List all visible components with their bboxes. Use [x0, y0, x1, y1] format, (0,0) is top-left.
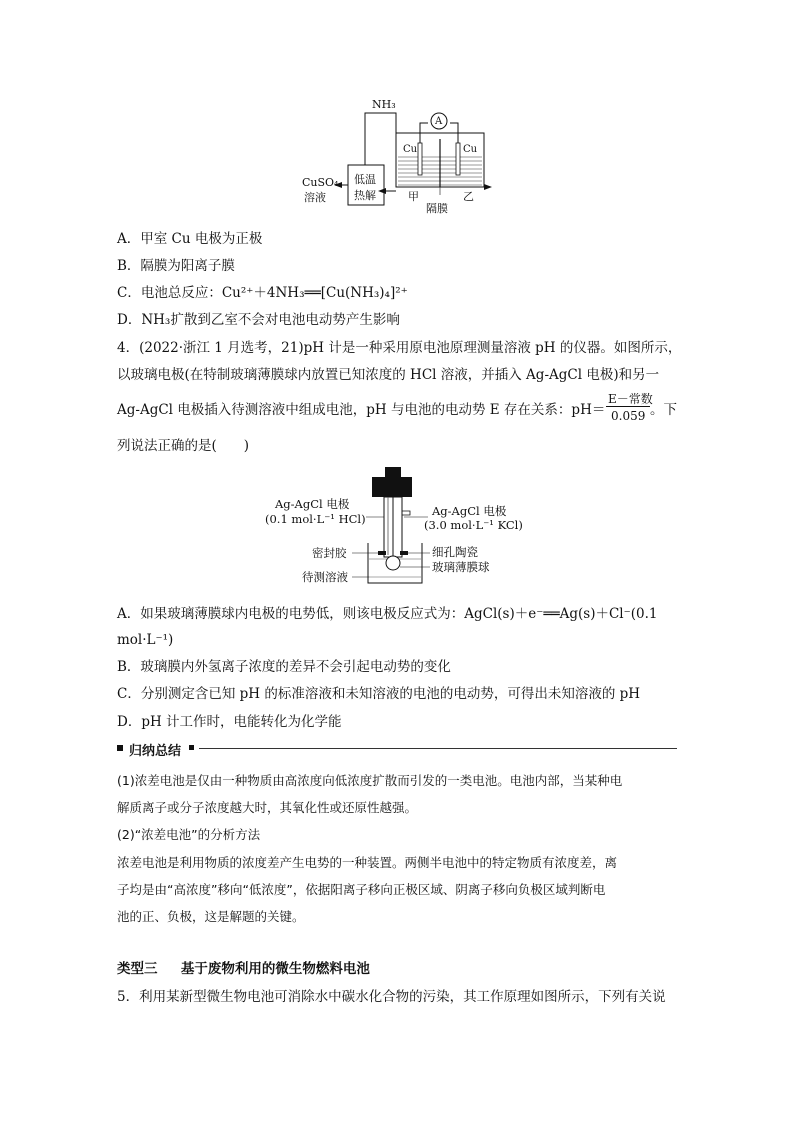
summary-header: [117, 740, 677, 758]
low-temp-label: 低温: [354, 173, 376, 186]
test-solution-label: 待测溶液: [302, 570, 348, 584]
left-electrode-conc: (0.1 mol·L⁻¹ HCl): [265, 512, 366, 526]
decompose-label: 热解: [354, 189, 376, 202]
q4-option-a: A．如果玻璃薄膜球内电极的电势低，则该电极反应式为：AgCl(s)＋e⁻══Ag(s)＋Cl⁻(0.1: [117, 606, 658, 622]
section-type-label: 类型三: [117, 961, 158, 977]
q3-option-b: B．隔膜为阳离子膜: [117, 258, 235, 274]
ph-formula-bar: [606, 406, 650, 407]
q4-stem-line3: Ag-AgCl 电极插入待测溶液中组成电池，pH 与电池的电动势 E 存在关系：pH＝: [117, 402, 606, 418]
summary-line-1: (1)浓差电池是仅由一种物质由高浓度向低浓度扩散而引发的一类电池。电池内部，当某种电: [117, 773, 623, 788]
cu-right-label: Cu: [463, 144, 478, 155]
q4-option-c: C．分别测定含已知 pH 的标准溶液和未知溶液的电池的电动势，可得出未知溶液的 pH: [117, 686, 641, 702]
jia-label: 甲: [408, 190, 419, 203]
sealant-label: 密封胶: [312, 546, 347, 560]
q4-option-b: B．玻璃膜内外氢离子浓度的差异不会引起电动势的变化: [117, 659, 451, 675]
q5-stem-line1: 5．利用某新型微生物电池可消除水中碳水化合物的污染，其工作原理如图所示，下列有关说: [117, 989, 666, 1005]
summary-line-4: 浓差电池是利用物质的浓度差产生电势的一种装置。两侧半电池中的特定物质有浓度差，离: [117, 855, 618, 870]
ph-formula-numerator: E－常数: [608, 392, 653, 406]
summary-divider: [199, 748, 677, 749]
q3-option-d: D．NH₃扩散到乙室不会对电池电动势产生影响: [117, 312, 400, 328]
summary-bullet-icon: [117, 745, 123, 751]
summary-heading-square-icon: [189, 745, 194, 750]
section-type-title: 基于废物利用的微生物燃料电池: [180, 961, 370, 977]
q4-stem-line3-end: 。下: [650, 402, 677, 418]
cu-left-label: Cu: [403, 144, 418, 155]
ammeter-label: A: [435, 116, 443, 127]
summary-heading: 归纳总结: [129, 744, 182, 759]
summary-line-3: (2)“浓差电池”的分析方法: [117, 827, 261, 842]
q4-stem-line2: 以玻璃电极(在特制玻璃薄膜球内放置已知浓度的 HCl 溶液，并插入 Ag-AgCl 电极)和另一: [117, 367, 660, 383]
right-electrode-conc: (3.0 mol·L⁻¹ KCl): [424, 518, 523, 532]
nh3-label: NH₃: [372, 98, 396, 111]
figure-ph-meter: [250, 465, 550, 590]
yi-label: 乙: [463, 190, 474, 203]
ceramic-label: 细孔陶瓷: [432, 545, 478, 559]
figure-concentration-cell: [300, 95, 500, 220]
q4-option-a-cont: mol·L⁻¹): [117, 632, 174, 648]
summary-line-5: 子均是由“高浓度”移向“低浓度”，依据阳离子移向正极区域、阴离子移向负极区域判断电: [117, 882, 606, 897]
summary-line-6: 池的正、负极，这是解题的关键。: [117, 909, 305, 924]
solution-label: 溶液: [304, 191, 326, 204]
membrane-label: 隔膜: [426, 202, 448, 215]
summary-line-2: 解质离子或分子浓度越大时，其氧化性或还原性越强。: [117, 800, 418, 815]
q4-stem-line1: 4．(2022·浙江 1 月选考，21)pH 计是一种采用原电池原理测量溶液 pH 的仪器。如图所示，: [117, 340, 682, 356]
left-electrode-label: Ag-AgCl 电极: [275, 497, 350, 511]
ph-formula-denominator: 0.059: [611, 409, 646, 423]
glass-bulb-label: 玻璃薄膜球: [432, 560, 490, 574]
q3-option-c: C．电池总反应：Cu²⁺＋4NH₃══[Cu(NH₃)₄]²⁺: [117, 285, 408, 301]
q4-stem-line4: 列说法正确的是( ): [117, 438, 250, 454]
q3-option-a: A．甲室 Cu 电极为正极: [117, 231, 263, 247]
q4-option-d: D．pH 计工作时，电能转化为化学能: [117, 714, 342, 730]
right-electrode-label: Ag-AgCl 电极: [432, 504, 507, 518]
cuso4-label: CuSO₄: [302, 176, 339, 189]
section-heading: [117, 960, 370, 978]
